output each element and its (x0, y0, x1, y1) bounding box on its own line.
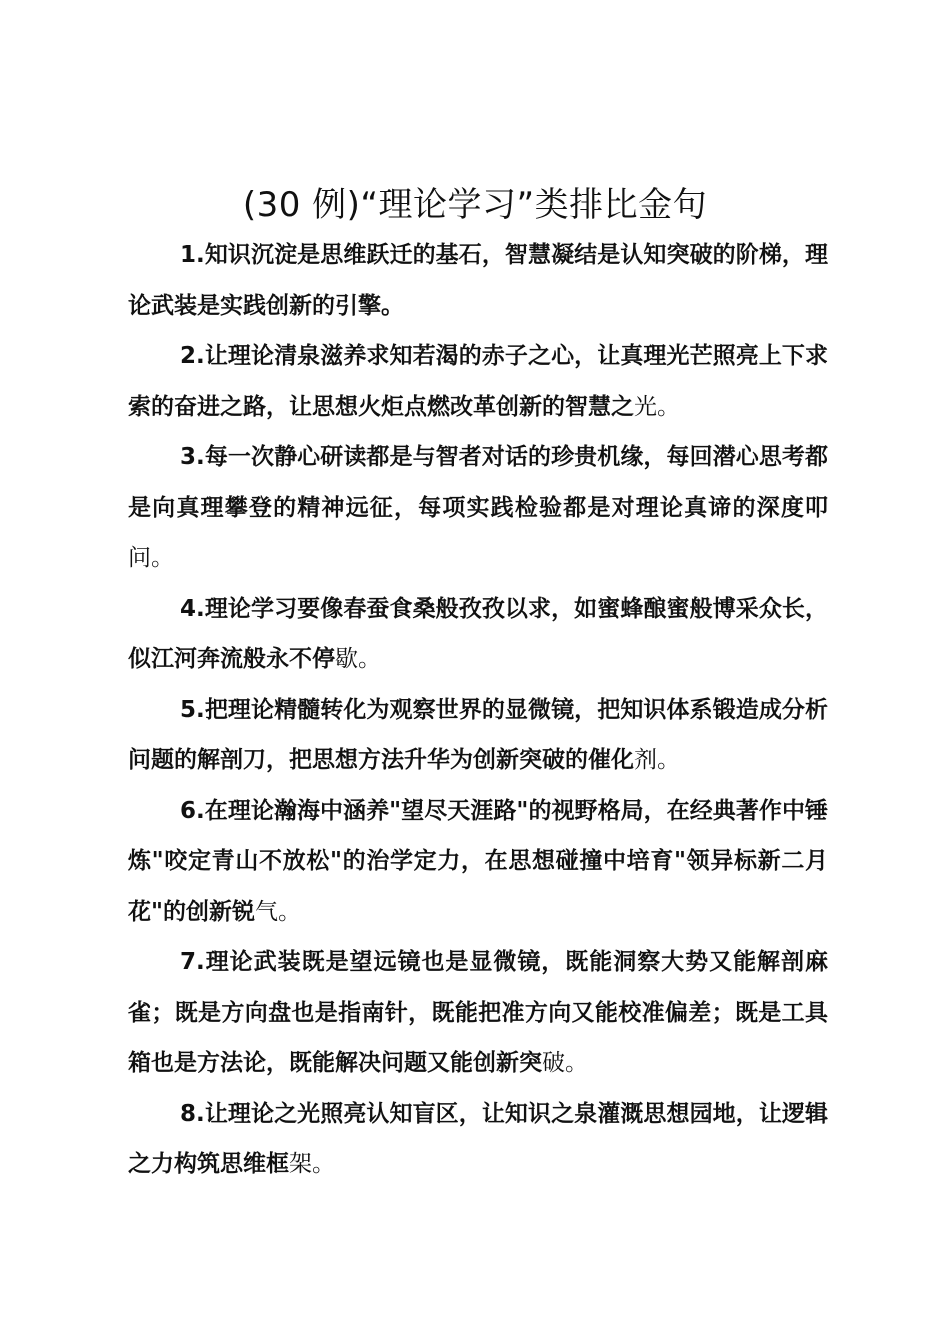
paragraph-4-tail: 歇。 (335, 646, 381, 672)
paragraph-2 (128, 331, 828, 432)
paragraph-7 (128, 937, 828, 1089)
paragraph-5-tail: 剂。 (634, 747, 680, 773)
document-body (128, 230, 828, 1190)
paragraph-8-tail: 架。 (289, 1151, 335, 1177)
paragraph-2-tail: 光。 (634, 393, 680, 420)
paragraph-7-tail: 破。 (542, 1050, 588, 1076)
paragraph-7-text: 7.理论武装既是望远镜也是显微镜，既能洞察大势又能解剖麻雀；既是方向盘也是指南针，既能把准方向又能校准偏差；既是工具箱也是方法论，既能解决问题又能创新突 (128, 949, 828, 1076)
paragraph-3 (128, 432, 828, 584)
paragraph-4-text: 4.理论学习要像春蚕食桑般孜孜以求，如蜜蜂酿蜜般博采众长，似江河奔流般永不停 (128, 595, 828, 672)
paragraph-8 (128, 1089, 828, 1190)
paragraph-6-text: 6.在理论瀚海中涵养"望尽天涯路"的视野格局，在经典著作中锤炼"咬定青山不放松"的治学定力，在思想碰撞中培育"领异标新二月花"的创新锐 (128, 797, 828, 925)
paragraph-3-text: 3.每一次静心研读都是与智者对话的珍贵机缘，每回潜心思考都是向真理攀登的精神远征，每项实践检验都是对理论真谛的深度叩 (128, 444, 828, 521)
paragraph-6 (128, 786, 828, 938)
paragraph-8-text: 8.让理论之光照亮认知盲区，让知识之泉灌溉思想园地，让逻辑之力构筑思维框 (128, 1100, 828, 1177)
paragraph-5 (128, 685, 828, 786)
paragraph-1 (128, 230, 828, 331)
paragraph-1-text: 1.知识沉淀是思维跃迁的基石，智慧凝结是认知突破的阶梯，理论武装是实践创新的引擎。 (128, 242, 828, 319)
paragraph-5-text: 5.把理论精髓转化为观察世界的显微镜，把知识体系锻造成分析问题的解剖刀，把思想方法升华为创新突破的催化 (128, 696, 828, 773)
paragraph-6-tail: 气。 (254, 898, 301, 925)
paragraph-4 (128, 584, 828, 685)
paragraph-3-tail: 问。 (128, 545, 174, 571)
document-title: (30 例)“理论学习”类排比金句 (242, 185, 708, 225)
paragraph-2-text: 2.让理论清泉滋养求知若渴的赤子之心，让真理光芒照亮上下求索的奋进之路，让思想火炬点燃改革创新的智慧之 (128, 343, 828, 420)
